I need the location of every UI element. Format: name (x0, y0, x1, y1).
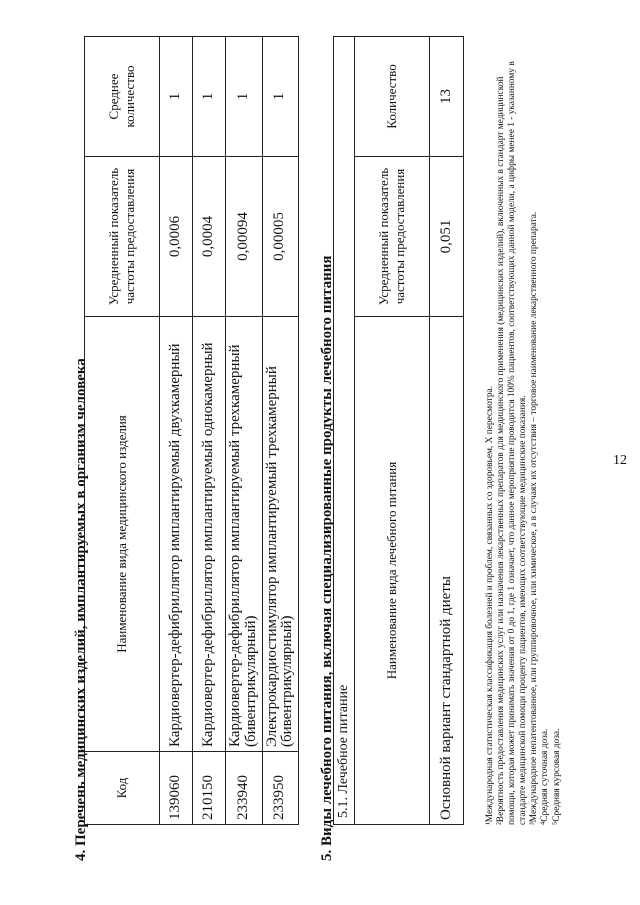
nutrition-name: Основной вариант стандартной диеты (430, 317, 464, 825)
header-average-quantity: Среднее количество (85, 37, 160, 157)
medical-devices-table (84, 36, 299, 825)
section-4-heading: 4. Перечень медицинских изделий, имплантируемых в организм человека (73, 358, 89, 861)
therapeutic-nutrition-table (333, 36, 464, 825)
device-code: 139060 (160, 752, 193, 825)
device-code: 233950 (262, 752, 299, 825)
device-code: 233940 (226, 752, 263, 825)
subsection-5-1-heading: 5.1. Лечебное питание (334, 36, 355, 824)
page-number: 12 (613, 453, 627, 468)
device-name: Кардиовертер-дефибриллятор имплантируемый однокамерный (193, 317, 226, 752)
table-header-row (355, 36, 430, 824)
device-frequency: 0,00005 (262, 157, 299, 317)
device-frequency: 0,0004 (193, 157, 226, 317)
device-frequency: 0,00094 (226, 157, 263, 317)
device-quantity: 1 (262, 37, 299, 157)
table-row (430, 36, 464, 824)
section-5-heading: 5. Виды лечебного питания, включая специализированные продукты лечебного питания (319, 255, 335, 861)
footnotes (485, 55, 563, 825)
footnote-1: ¹Международная статистическая классификация болезней и проблем, связанных со здоровьем, X пересмотра. (485, 385, 495, 825)
nutrition-frequency: 0,051 (430, 157, 464, 317)
header-frequency: Усредненный показатель частоты предоставления (355, 157, 430, 317)
header-quantity: Количество (355, 36, 430, 156)
footnote-2: ²Вероятность предоставления медицинских услуг или назначения лекарственных препаратов для медицинского применения (медицинских изделий), включенных в стандарт медицинской помощи, которая может принимать значения от 0 до 1, где 1 означает, что данное мероприятие проводится 100% пациентов, соответствующих данной модели, а цифры менее 1 - указанному в стандарте медицинской помощи проценту пациентов, имеющих соответствующие медицинские показания. (496, 61, 529, 825)
table-row (262, 37, 299, 825)
device-frequency: 0,0006 (160, 157, 193, 317)
header-device-name: Наименование вида медицинского изделия (85, 317, 160, 752)
footnote-3: ³Международное непатентованное, или группировочное, или химическое, а в случаях их отсутствия – торговое наименование лекарственного препарата. (529, 211, 540, 825)
device-name: Кардиовертер-дефибриллятор имплантируемый трехкамерный (бивентрикулярный) (226, 317, 263, 752)
table-header-row (85, 37, 160, 825)
table-subheading-row (334, 36, 355, 824)
footnote-4: ⁴Средняя суточная доза. (540, 728, 551, 825)
device-name: Кардиовертер-дефибриллятор имплантируемый двухкамерный (160, 317, 193, 752)
header-frequency: Усредненный показатель частоты предоставления (85, 157, 160, 317)
table-row (160, 37, 193, 825)
table-row (226, 37, 263, 825)
device-name: Электрокардиостимулятор имплантируемый трехкамерный (бивентрикулярный) (262, 317, 299, 752)
nutrition-quantity: 13 (430, 36, 464, 156)
table-row (193, 37, 226, 825)
device-quantity: 1 (193, 37, 226, 157)
footnote-5: ⁵Средняя курсовая доза. (551, 728, 562, 825)
device-quantity: 1 (226, 37, 263, 157)
header-code: Код (85, 752, 160, 825)
device-quantity: 1 (160, 37, 193, 157)
header-nutrition-name: Наименование вида лечебного питания (355, 317, 430, 825)
device-code: 210150 (193, 752, 226, 825)
